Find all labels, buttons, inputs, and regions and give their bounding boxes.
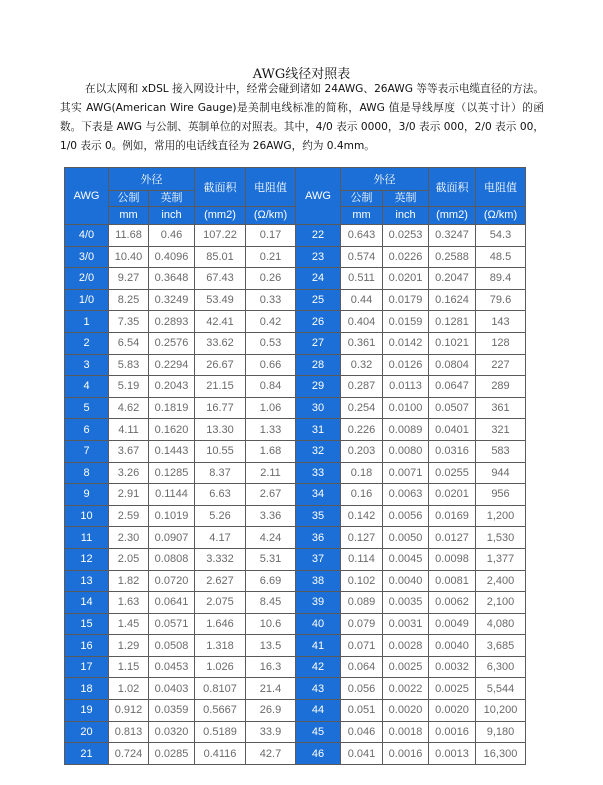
table-row <box>65 548 526 570</box>
header-unit-mm: mm <box>341 207 383 225</box>
left-mm-cell: 3.26 <box>109 462 149 484</box>
left-awg-cell: 7 <box>65 440 109 462</box>
header-unit-resistance: (Ω/km) <box>246 207 296 225</box>
right-mm-cell: 0.574 <box>341 246 383 268</box>
right-mm-cell: 0.32 <box>341 354 383 376</box>
header-unit-area: (mm2) <box>429 207 476 225</box>
right-inch-cell: 0.0071 <box>383 462 429 484</box>
header-diameter: 外径 <box>341 168 429 191</box>
left-awg-cell: 19 <box>65 700 109 722</box>
right-res-cell: 5,544 <box>476 678 526 700</box>
right-inch-cell: 0.0045 <box>383 548 429 570</box>
right-res-cell: 583 <box>476 440 526 462</box>
header-area: 截面积 <box>195 168 246 207</box>
left-awg-cell: 2 <box>65 332 109 354</box>
left-area-cell: 42.41 <box>195 311 246 333</box>
left-mm-cell: 7.35 <box>109 311 149 333</box>
left-inch-cell: 0.1443 <box>149 440 195 462</box>
left-area-cell: 1.646 <box>195 613 246 635</box>
table-row <box>65 678 526 700</box>
left-area-cell: 16.77 <box>195 397 246 419</box>
left-mm-cell: 0.813 <box>109 721 149 743</box>
right-area-cell: 0.0169 <box>429 505 476 527</box>
left-awg-cell: 17 <box>65 656 109 678</box>
right-res-cell: 944 <box>476 462 526 484</box>
left-inch-cell: 0.2043 <box>149 376 195 398</box>
table-row <box>65 743 526 765</box>
left-area-cell: 5.26 <box>195 505 246 527</box>
left-awg-cell: 10 <box>65 505 109 527</box>
right-awg-cell: 29 <box>296 376 341 398</box>
left-awg-cell: 14 <box>65 592 109 614</box>
right-inch-cell: 0.0126 <box>383 354 429 376</box>
left-res-cell: 0.66 <box>246 354 296 376</box>
table-row <box>65 656 526 678</box>
right-area-cell: 0.2047 <box>429 268 476 290</box>
left-area-cell: 1.318 <box>195 635 246 657</box>
left-awg-cell: 3/0 <box>65 246 109 268</box>
right-area-cell: 0.0020 <box>429 700 476 722</box>
right-area-cell: 0.0507 <box>429 397 476 419</box>
left-awg-cell: 15 <box>65 613 109 635</box>
right-awg-cell: 30 <box>296 397 341 419</box>
left-area-cell: 0.5667 <box>195 700 246 722</box>
right-res-cell: 16,300 <box>476 743 526 765</box>
right-area-cell: 0.0098 <box>429 548 476 570</box>
left-mm-cell: 0.724 <box>109 743 149 765</box>
right-mm-cell: 0.226 <box>341 419 383 441</box>
left-res-cell: 13.5 <box>246 635 296 657</box>
right-awg-cell: 41 <box>296 635 341 657</box>
table-row <box>65 246 526 268</box>
right-inch-cell: 0.0253 <box>383 225 429 247</box>
right-inch-cell: 0.0063 <box>383 484 429 506</box>
left-mm-cell: 2.30 <box>109 527 149 549</box>
left-awg-cell: 8 <box>65 462 109 484</box>
left-mm-cell: 0.912 <box>109 700 149 722</box>
left-mm-cell: 1.63 <box>109 592 149 614</box>
awg-table <box>64 167 526 765</box>
right-area-cell: 0.0316 <box>429 440 476 462</box>
left-inch-cell: 0.1144 <box>149 484 195 506</box>
left-awg-cell: 18 <box>65 678 109 700</box>
right-area-cell: 0.0804 <box>429 354 476 376</box>
left-awg-cell: 9 <box>65 484 109 506</box>
right-inch-cell: 0.0028 <box>383 635 429 657</box>
left-inch-cell: 0.0720 <box>149 570 195 592</box>
left-area-cell: 1.026 <box>195 656 246 678</box>
left-awg-cell: 4 <box>65 376 109 398</box>
right-area-cell: 0.0401 <box>429 419 476 441</box>
right-res-cell: 54.3 <box>476 225 526 247</box>
right-res-cell: 3,685 <box>476 635 526 657</box>
header-area: 截面积 <box>429 168 476 207</box>
right-inch-cell: 0.0089 <box>383 419 429 441</box>
right-awg-cell: 28 <box>296 354 341 376</box>
right-mm-cell: 0.071 <box>341 635 383 657</box>
right-area-cell: 0.0127 <box>429 527 476 549</box>
left-res-cell: 0.84 <box>246 376 296 398</box>
left-mm-cell: 1.45 <box>109 613 149 635</box>
left-area-cell: 0.5189 <box>195 721 246 743</box>
right-mm-cell: 0.046 <box>341 721 383 743</box>
header-imperial: 英制 <box>149 191 195 207</box>
right-mm-cell: 0.142 <box>341 505 383 527</box>
header-metric: 公制 <box>109 191 149 207</box>
left-inch-cell: 0.0453 <box>149 656 195 678</box>
left-res-cell: 0.53 <box>246 332 296 354</box>
right-inch-cell: 0.0201 <box>383 268 429 290</box>
left-res-cell: 26.9 <box>246 700 296 722</box>
table-row <box>65 311 526 333</box>
document-title: AWG线径对照表 <box>252 67 351 82</box>
right-res-cell: 321 <box>476 419 526 441</box>
left-area-cell: 10.55 <box>195 440 246 462</box>
right-res-cell: 4,080 <box>476 613 526 635</box>
left-awg-cell: 16 <box>65 635 109 657</box>
right-awg-cell: 46 <box>296 743 341 765</box>
right-awg-cell: 37 <box>296 548 341 570</box>
left-res-cell: 0.21 <box>246 246 296 268</box>
left-res-cell: 1.33 <box>246 419 296 441</box>
left-inch-cell: 0.2893 <box>149 311 195 333</box>
left-area-cell: 2.627 <box>195 570 246 592</box>
right-awg-cell: 26 <box>296 311 341 333</box>
left-res-cell: 6.69 <box>246 570 296 592</box>
right-inch-cell: 0.0226 <box>383 246 429 268</box>
right-inch-cell: 0.0040 <box>383 570 429 592</box>
right-res-cell: 9,180 <box>476 721 526 743</box>
left-res-cell: 33.9 <box>246 721 296 743</box>
right-area-cell: 0.0040 <box>429 635 476 657</box>
left-awg-cell: 6 <box>65 419 109 441</box>
left-area-cell: 0.4116 <box>195 743 246 765</box>
right-res-cell: 956 <box>476 484 526 506</box>
right-inch-cell: 0.0022 <box>383 678 429 700</box>
right-mm-cell: 0.404 <box>341 311 383 333</box>
right-mm-cell: 0.064 <box>341 656 383 678</box>
right-mm-cell: 0.361 <box>341 332 383 354</box>
right-res-cell: 10,200 <box>476 700 526 722</box>
left-inch-cell: 0.2294 <box>149 354 195 376</box>
right-res-cell: 1,530 <box>476 527 526 549</box>
left-area-cell: 0.8107 <box>195 678 246 700</box>
left-res-cell: 0.42 <box>246 311 296 333</box>
right-area-cell: 0.2588 <box>429 246 476 268</box>
left-inch-cell: 0.1819 <box>149 397 195 419</box>
right-mm-cell: 0.203 <box>341 440 383 462</box>
right-mm-cell: 0.127 <box>341 527 383 549</box>
left-awg-cell: 21 <box>65 743 109 765</box>
left-res-cell: 0.33 <box>246 289 296 311</box>
right-res-cell: 48.5 <box>476 246 526 268</box>
left-inch-cell: 0.46 <box>149 225 195 247</box>
right-inch-cell: 0.0159 <box>383 311 429 333</box>
right-awg-cell: 39 <box>296 592 341 614</box>
left-mm-cell: 1.02 <box>109 678 149 700</box>
left-res-cell: 0.26 <box>246 268 296 290</box>
left-inch-cell: 0.2576 <box>149 332 195 354</box>
right-mm-cell: 0.287 <box>341 376 383 398</box>
table-row <box>65 570 526 592</box>
left-mm-cell: 5.83 <box>109 354 149 376</box>
left-mm-cell: 10.40 <box>109 246 149 268</box>
right-inch-cell: 0.0035 <box>383 592 429 614</box>
right-awg-cell: 44 <box>296 700 341 722</box>
right-mm-cell: 0.079 <box>341 613 383 635</box>
right-awg-cell: 23 <box>296 246 341 268</box>
left-inch-cell: 0.0285 <box>149 743 195 765</box>
left-inch-cell: 0.0320 <box>149 721 195 743</box>
left-mm-cell: 5.19 <box>109 376 149 398</box>
left-mm-cell: 2.59 <box>109 505 149 527</box>
left-res-cell: 3.36 <box>246 505 296 527</box>
right-area-cell: 0.0032 <box>429 656 476 678</box>
left-area-cell: 85.01 <box>195 246 246 268</box>
right-awg-cell: 36 <box>296 527 341 549</box>
left-mm-cell: 1.82 <box>109 570 149 592</box>
right-mm-cell: 0.089 <box>341 592 383 614</box>
left-area-cell: 4.17 <box>195 527 246 549</box>
left-mm-cell: 2.91 <box>109 484 149 506</box>
left-area-cell: 8.37 <box>195 462 246 484</box>
left-res-cell: 4.24 <box>246 527 296 549</box>
left-awg-cell: 4/0 <box>65 225 109 247</box>
right-mm-cell: 0.643 <box>341 225 383 247</box>
left-mm-cell: 4.11 <box>109 419 149 441</box>
left-inch-cell: 0.0508 <box>149 635 195 657</box>
left-res-cell: 5.31 <box>246 548 296 570</box>
left-mm-cell: 2.05 <box>109 548 149 570</box>
header-diameter: 外径 <box>109 168 195 191</box>
right-mm-cell: 0.041 <box>341 743 383 765</box>
left-area-cell: 21.15 <box>195 376 246 398</box>
left-res-cell: 8.45 <box>246 592 296 614</box>
left-mm-cell: 11.68 <box>109 225 149 247</box>
left-mm-cell: 1.29 <box>109 635 149 657</box>
left-res-cell: 2.11 <box>246 462 296 484</box>
right-mm-cell: 0.44 <box>341 289 383 311</box>
left-area-cell: 26.67 <box>195 354 246 376</box>
left-area-cell: 33.62 <box>195 332 246 354</box>
left-mm-cell: 9.27 <box>109 268 149 290</box>
left-inch-cell: 0.3249 <box>149 289 195 311</box>
left-area-cell: 6.63 <box>195 484 246 506</box>
right-area-cell: 0.1281 <box>429 311 476 333</box>
left-inch-cell: 0.0641 <box>149 592 195 614</box>
right-area-cell: 0.0201 <box>429 484 476 506</box>
right-inch-cell: 0.0142 <box>383 332 429 354</box>
header-unit-mm: mm <box>109 207 149 225</box>
right-area-cell: 0.0049 <box>429 613 476 635</box>
table-row <box>65 354 526 376</box>
left-mm-cell: 3.67 <box>109 440 149 462</box>
left-res-cell: 1.06 <box>246 397 296 419</box>
right-inch-cell: 0.0113 <box>383 376 429 398</box>
table-row <box>65 592 526 614</box>
table-row <box>65 635 526 657</box>
table-row <box>65 440 526 462</box>
left-area-cell: 13.30 <box>195 419 246 441</box>
left-inch-cell: 0.4096 <box>149 246 195 268</box>
right-area-cell: 0.0647 <box>429 376 476 398</box>
left-awg-cell: 1/0 <box>65 289 109 311</box>
left-awg-cell: 2/0 <box>65 268 109 290</box>
right-res-cell: 79.6 <box>476 289 526 311</box>
right-mm-cell: 0.051 <box>341 700 383 722</box>
table-row <box>65 462 526 484</box>
left-res-cell: 1.68 <box>246 440 296 462</box>
right-res-cell: 1,377 <box>476 548 526 570</box>
right-inch-cell: 0.0056 <box>383 505 429 527</box>
left-inch-cell: 0.3648 <box>149 268 195 290</box>
right-res-cell: 2,400 <box>476 570 526 592</box>
table-row <box>65 527 526 549</box>
right-inch-cell: 0.0179 <box>383 289 429 311</box>
table-row <box>65 721 526 743</box>
header-resistance: 电阻值 <box>246 168 296 207</box>
right-res-cell: 128 <box>476 332 526 354</box>
right-res-cell: 143 <box>476 311 526 333</box>
right-inch-cell: 0.0025 <box>383 656 429 678</box>
right-inch-cell: 0.0016 <box>383 743 429 765</box>
left-area-cell: 2.075 <box>195 592 246 614</box>
right-area-cell: 0.3247 <box>429 225 476 247</box>
left-inch-cell: 0.1285 <box>149 462 195 484</box>
left-mm-cell: 6.54 <box>109 332 149 354</box>
right-awg-cell: 45 <box>296 721 341 743</box>
right-inch-cell: 0.0020 <box>383 700 429 722</box>
table-row <box>65 397 526 419</box>
table-row <box>65 376 526 398</box>
right-inch-cell: 0.0080 <box>383 440 429 462</box>
left-res-cell: 10.6 <box>246 613 296 635</box>
table-row <box>65 613 526 635</box>
right-inch-cell: 0.0018 <box>383 721 429 743</box>
right-mm-cell: 0.16 <box>341 484 383 506</box>
right-inch-cell: 0.0050 <box>383 527 429 549</box>
left-awg-cell: 3 <box>65 354 109 376</box>
right-mm-cell: 0.254 <box>341 397 383 419</box>
table-row <box>65 289 526 311</box>
table-row <box>65 419 526 441</box>
intro-paragraph: 在以太网和 xDSL 接入网设计中，经常会碰到诸如 24AWG、26AWG 等等表示电缆直径的方法。其实 AWG(American Wire Gauge)是美制电线标准的简称，AWG 值是导线厚度（以英寸计）的函数。下表是 AWG 与公制、英制单位的对照表。其中，4/0 表示 0000，3/0 表示 000，2/0 表示 00，1/0 表示 0。例如，常用的电话线直径为 26AWG，约为 0.4mm。 <box>60 83 544 152</box>
header-unit-inch: inch <box>149 207 195 225</box>
left-awg-cell: 13 <box>65 570 109 592</box>
table-row <box>65 332 526 354</box>
left-awg-cell: 5 <box>65 397 109 419</box>
left-mm-cell: 4.62 <box>109 397 149 419</box>
left-awg-cell: 12 <box>65 548 109 570</box>
left-inch-cell: 0.0907 <box>149 527 195 549</box>
right-area-cell: 0.0255 <box>429 462 476 484</box>
right-awg-cell: 35 <box>296 505 341 527</box>
left-res-cell: 21.4 <box>246 678 296 700</box>
left-area-cell: 53.49 <box>195 289 246 311</box>
right-area-cell: 0.1021 <box>429 332 476 354</box>
left-inch-cell: 0.0359 <box>149 700 195 722</box>
left-res-cell: 16.3 <box>246 656 296 678</box>
left-res-cell: 0.17 <box>246 225 296 247</box>
right-area-cell: 0.0062 <box>429 592 476 614</box>
left-area-cell: 107.22 <box>195 225 246 247</box>
header-imperial: 英制 <box>383 191 429 207</box>
right-awg-cell: 34 <box>296 484 341 506</box>
right-awg-cell: 42 <box>296 656 341 678</box>
right-awg-cell: 43 <box>296 678 341 700</box>
left-res-cell: 42.7 <box>246 743 296 765</box>
right-mm-cell: 0.056 <box>341 678 383 700</box>
header-metric: 公制 <box>341 191 383 207</box>
left-mm-cell: 1.15 <box>109 656 149 678</box>
right-inch-cell: 0.0031 <box>383 613 429 635</box>
left-inch-cell: 0.1019 <box>149 505 195 527</box>
right-awg-cell: 32 <box>296 440 341 462</box>
right-mm-cell: 0.114 <box>341 548 383 570</box>
header-unit-inch: inch <box>383 207 429 225</box>
left-awg-cell: 20 <box>65 721 109 743</box>
table-row <box>65 484 526 506</box>
right-mm-cell: 0.102 <box>341 570 383 592</box>
left-inch-cell: 0.0808 <box>149 548 195 570</box>
right-area-cell: 0.0081 <box>429 570 476 592</box>
right-area-cell: 0.0013 <box>429 743 476 765</box>
right-inch-cell: 0.0100 <box>383 397 429 419</box>
right-res-cell: 89.4 <box>476 268 526 290</box>
right-awg-cell: 38 <box>296 570 341 592</box>
right-res-cell: 289 <box>476 376 526 398</box>
right-res-cell: 227 <box>476 354 526 376</box>
right-area-cell: 0.0016 <box>429 721 476 743</box>
left-awg-cell: 11 <box>65 527 109 549</box>
left-res-cell: 2.67 <box>246 484 296 506</box>
table-row <box>65 268 526 290</box>
left-inch-cell: 0.0403 <box>149 678 195 700</box>
left-mm-cell: 8.25 <box>109 289 149 311</box>
table-row <box>65 700 526 722</box>
right-awg-cell: 31 <box>296 419 341 441</box>
right-awg-cell: 25 <box>296 289 341 311</box>
header-unit-area: (mm2) <box>195 207 246 225</box>
table-row <box>65 505 526 527</box>
left-inch-cell: 0.0571 <box>149 613 195 635</box>
right-awg-cell: 24 <box>296 268 341 290</box>
right-awg-cell: 33 <box>296 462 341 484</box>
table-row <box>65 225 526 247</box>
right-awg-cell: 22 <box>296 225 341 247</box>
left-inch-cell: 0.1620 <box>149 419 195 441</box>
right-mm-cell: 0.18 <box>341 462 383 484</box>
right-res-cell: 361 <box>476 397 526 419</box>
right-awg-cell: 27 <box>296 332 341 354</box>
right-area-cell: 0.0025 <box>429 678 476 700</box>
right-res-cell: 6,300 <box>476 656 526 678</box>
header-unit-resistance: (Ω/km) <box>476 207 526 225</box>
right-res-cell: 2,100 <box>476 592 526 614</box>
header-awg: AWG <box>65 168 109 225</box>
left-awg-cell: 1 <box>65 311 109 333</box>
right-area-cell: 0.1624 <box>429 289 476 311</box>
right-res-cell: 1,200 <box>476 505 526 527</box>
left-area-cell: 3.332 <box>195 548 246 570</box>
right-awg-cell: 40 <box>296 613 341 635</box>
left-area-cell: 67.43 <box>195 268 246 290</box>
right-mm-cell: 0.511 <box>341 268 383 290</box>
header-awg: AWG <box>296 168 341 225</box>
header-resistance: 电阻值 <box>476 168 526 207</box>
